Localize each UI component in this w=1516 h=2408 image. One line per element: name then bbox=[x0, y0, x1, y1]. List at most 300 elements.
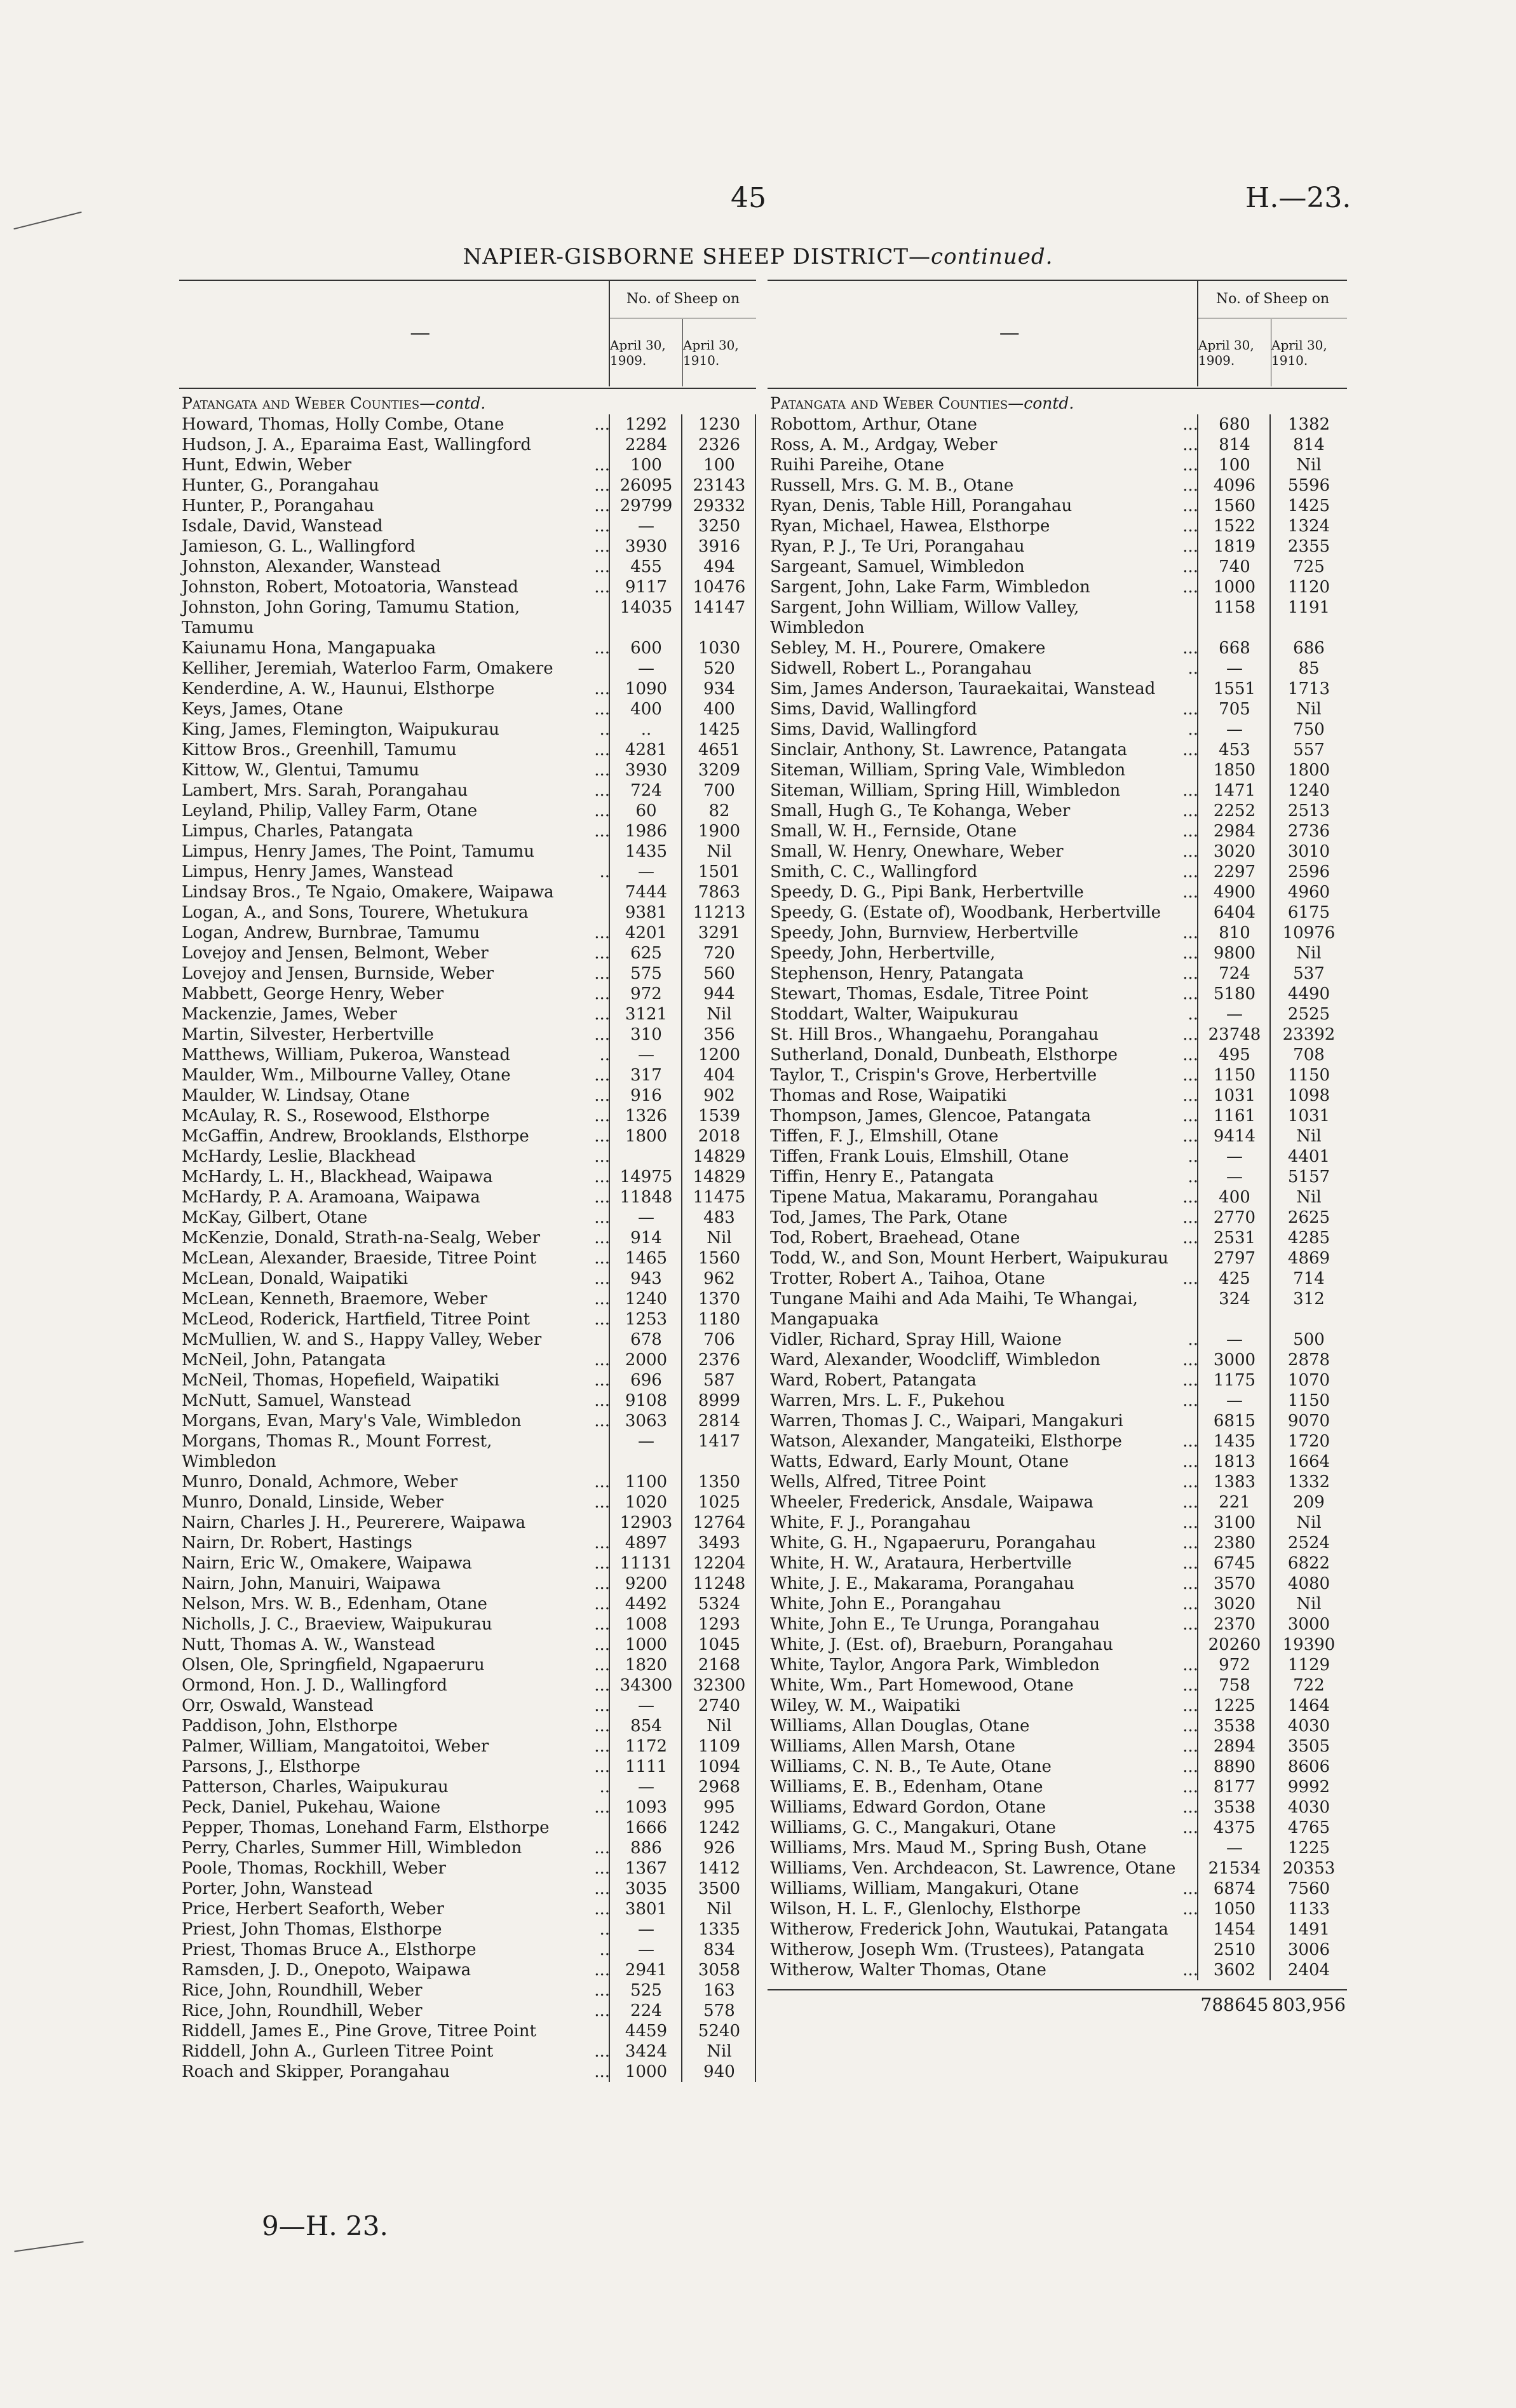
owner-name: Todd, W., and Son, Mount Herbert, Waipukurau bbox=[770, 1249, 1168, 1268]
leader-dots: ... bbox=[594, 1757, 610, 1776]
sheep-1910: 902 bbox=[703, 1086, 735, 1105]
sheep-1909: 1383 bbox=[1213, 1473, 1256, 1492]
sheep-1909: 2984 bbox=[1213, 822, 1256, 841]
table-row bbox=[179, 1472, 756, 1492]
table-row bbox=[768, 1289, 1347, 1330]
sheep-1910: 708 bbox=[1293, 1045, 1325, 1065]
table-row bbox=[768, 1065, 1347, 1085]
owner-name: Speedy, John, Herbertville, bbox=[770, 944, 996, 963]
sheep-1910: 7560 bbox=[1287, 1879, 1330, 1898]
sheep-1909: 2284 bbox=[625, 435, 668, 454]
owner-name: Johnston, Alexander, Wanstead bbox=[182, 557, 441, 576]
owner-name: Nutt, Thomas A. W., Wanstead bbox=[182, 1635, 435, 1654]
sheep-1910: 1070 bbox=[1287, 1371, 1330, 1390]
leader-dots: ... bbox=[1182, 557, 1198, 576]
sheep-1910: 12204 bbox=[693, 1554, 746, 1573]
owner-name: Watts, Edward, Early Mount, Otane bbox=[770, 1452, 1069, 1471]
total-row bbox=[768, 1989, 1347, 2015]
sheep-1910: 834 bbox=[703, 1940, 735, 1959]
leader-dots: ... bbox=[594, 1656, 610, 1675]
sheep-1909: 1820 bbox=[625, 1656, 668, 1675]
sheep-1909: 9117 bbox=[625, 578, 668, 597]
owner-name: Vidler, Richard, Spray Hill, Waione bbox=[770, 1330, 1062, 1349]
sheep-1910: 4490 bbox=[1287, 984, 1330, 1003]
leader-dots: ... bbox=[1182, 862, 1198, 881]
sheep-1909: 705 bbox=[1219, 700, 1250, 719]
table-row bbox=[179, 1533, 756, 1553]
owner-name: Matthews, William, Pukeroa, Wanstead bbox=[182, 1045, 511, 1065]
sheep-1910: 2404 bbox=[1287, 1961, 1330, 1980]
owner-name: Small, W. H., Fernside, Otane bbox=[770, 822, 1017, 841]
owner-name: Munro, Donald, Linside, Weber bbox=[182, 1493, 443, 1512]
sheep-1909: 4096 bbox=[1213, 476, 1256, 495]
leader-dots: ... bbox=[594, 2042, 610, 2061]
owner-name: McLean, Donald, Waipatiki bbox=[182, 1269, 409, 1288]
sheep-1909: 20260 bbox=[1208, 1635, 1261, 1654]
sheep-1910: 587 bbox=[703, 1371, 735, 1390]
sheep-1909: 2510 bbox=[1213, 1940, 1256, 1959]
sheep-1910: 20353 bbox=[1282, 1859, 1336, 1878]
leader-dots: ... bbox=[594, 1798, 610, 1817]
owner-name: Ormond, Hon. J. D., Wallingford bbox=[182, 1676, 447, 1695]
table-row bbox=[179, 577, 756, 597]
owner-name: Speedy, D. G., Pipi Bank, Herbertville bbox=[770, 883, 1084, 902]
leader-dots: ... bbox=[594, 1066, 610, 1085]
sheep-1910: 1382 bbox=[1287, 415, 1330, 434]
owner-name: Hunt, Edwin, Weber bbox=[182, 456, 352, 475]
leader-dots: ... bbox=[1182, 1127, 1198, 1146]
right-table-header bbox=[768, 280, 1347, 389]
left-divider-1909 bbox=[609, 414, 610, 2082]
leader-dots: ... bbox=[1182, 842, 1198, 861]
right-section-title: Patangata and Weber Counties bbox=[770, 394, 1008, 412]
leader-dots: ... bbox=[594, 476, 610, 495]
sheep-1910: 1133 bbox=[1287, 1900, 1330, 1919]
sheep-1910: 8606 bbox=[1287, 1757, 1330, 1776]
sheep-1909: 668 bbox=[1219, 639, 1250, 658]
sheep-1910: 5157 bbox=[1287, 1167, 1330, 1187]
table-row bbox=[768, 1655, 1347, 1675]
sheep-1910: 1150 bbox=[1287, 1391, 1330, 1410]
sheep-1909: 914 bbox=[630, 1228, 662, 1248]
table-row bbox=[179, 862, 756, 882]
owner-name: McMullien, W. and S., Happy Valley, Weber bbox=[182, 1330, 542, 1349]
sheep-1910: 8999 bbox=[698, 1391, 741, 1410]
sheep-1910: 32300 bbox=[693, 1676, 746, 1695]
owner-name: McKenzie, Donald, Strath-na-Sealg, Weber bbox=[182, 1228, 541, 1248]
owner-name: Williams, Allan Douglas, Otane bbox=[770, 1717, 1030, 1736]
sheep-1909: 1111 bbox=[625, 1757, 668, 1776]
table-row bbox=[179, 1736, 756, 1757]
leader-dots: ... bbox=[1182, 1534, 1198, 1553]
sheep-1909: — bbox=[638, 659, 654, 678]
owner-name: Tiffen, Frank Louis, Elmshill, Otane bbox=[770, 1147, 1069, 1166]
sheep-1910: 4869 bbox=[1287, 1249, 1330, 1268]
table-row bbox=[179, 1431, 756, 1472]
sheep-1910: 557 bbox=[1293, 740, 1325, 759]
table-row bbox=[768, 963, 1347, 984]
leader-dots: ... bbox=[1182, 1879, 1198, 1898]
owner-name: Parsons, J., Elsthorpe bbox=[182, 1757, 361, 1776]
table-row bbox=[179, 475, 756, 496]
sheep-1910: 1120 bbox=[1287, 578, 1330, 597]
owner-name: Kittow, W., Glentui, Tamumu bbox=[182, 761, 419, 780]
sheep-1909: 1522 bbox=[1213, 517, 1256, 536]
owner-name: Thomas and Rose, Waipatiki bbox=[770, 1086, 1007, 1105]
sheep-1910: 1332 bbox=[1287, 1473, 1330, 1492]
leader-dots: ... bbox=[1182, 496, 1198, 515]
owner-name: Tipene Matua, Makaramu, Porangahau bbox=[770, 1188, 1099, 1207]
leader-dots: ... bbox=[594, 801, 610, 820]
table-row bbox=[768, 862, 1347, 882]
owner-name: White, J. E., Makarama, Porangahau bbox=[770, 1574, 1074, 1593]
sheep-1909: 810 bbox=[1219, 923, 1250, 942]
table-row bbox=[768, 1696, 1347, 1716]
owner-name: Sargent, John William, Willow Valley, Wimbledon bbox=[770, 598, 1079, 637]
table-row bbox=[179, 658, 756, 679]
leader-dots: ... bbox=[594, 1574, 610, 1593]
page-number: 45 bbox=[731, 182, 766, 214]
leader-dots: ... bbox=[594, 1900, 610, 1919]
sheep-1909: 6874 bbox=[1213, 1879, 1256, 1898]
left-header-group-title: No. of Sheep on bbox=[610, 281, 756, 318]
leader-dots: ... bbox=[594, 415, 610, 434]
sheep-1910: 1045 bbox=[698, 1635, 741, 1654]
table-row bbox=[179, 902, 756, 923]
sheep-1910: 1324 bbox=[1287, 517, 1330, 536]
leader-dots: .. bbox=[599, 1045, 610, 1065]
sheep-1910: 1225 bbox=[1287, 1839, 1330, 1858]
owner-name: Stewart, Thomas, Esdale, Titree Point bbox=[770, 984, 1088, 1003]
sheep-1909: 3538 bbox=[1213, 1798, 1256, 1817]
table-row bbox=[179, 1980, 756, 2001]
left-divider-end bbox=[755, 414, 756, 2082]
sheep-1910: 3250 bbox=[698, 517, 741, 536]
owner-name: Mackenzie, James, Weber bbox=[182, 1005, 397, 1024]
leader-dots: ... bbox=[594, 761, 610, 780]
table-row bbox=[179, 699, 756, 719]
owner-name: McHardy, Leslie, Blackhead bbox=[182, 1147, 416, 1166]
owner-name: Sebley, M. H., Pourere, Omakere bbox=[770, 639, 1046, 658]
leader-dots: ... bbox=[1182, 1086, 1198, 1105]
leader-dots: .. bbox=[1188, 1005, 1198, 1024]
sheep-1910: 2513 bbox=[1287, 801, 1330, 820]
sheep-1910: 1464 bbox=[1287, 1696, 1330, 1715]
table-row bbox=[179, 1167, 756, 1187]
table-row bbox=[179, 597, 756, 638]
sheep-1910: 725 bbox=[1293, 557, 1325, 576]
owner-name: Wheeler, Frederick, Ansdale, Waipawa bbox=[770, 1493, 1093, 1512]
sheep-1910: 2326 bbox=[698, 435, 741, 454]
sheep-1909: 1819 bbox=[1213, 537, 1256, 556]
owner-name: Isdale, David, Wanstead bbox=[182, 517, 383, 536]
owner-name: Thompson, James, Glencoe, Patangata bbox=[770, 1106, 1092, 1126]
owner-name: Orr, Oswald, Wanstead bbox=[182, 1696, 374, 1715]
table-row bbox=[768, 902, 1347, 923]
leader-dots: ... bbox=[594, 1025, 610, 1044]
sheep-1910: 1240 bbox=[1287, 781, 1330, 800]
table-row bbox=[768, 1492, 1347, 1513]
owner-name: Maulder, W. Lindsay, Otane bbox=[182, 1086, 410, 1105]
leader-dots: ... bbox=[1182, 822, 1198, 841]
sheep-1910: 3000 bbox=[1287, 1615, 1330, 1634]
owner-name: Nairn, John, Manuiri, Waipawa bbox=[182, 1574, 441, 1593]
sheep-1910: 3500 bbox=[698, 1879, 741, 1898]
owner-name: Keys, James, Otane bbox=[182, 700, 343, 719]
leader-dots: ... bbox=[1182, 1737, 1198, 1756]
owner-name: McNutt, Samuel, Wanstead bbox=[182, 1391, 412, 1410]
left-section-title: Patangata and Weber Counties bbox=[182, 394, 420, 412]
owner-name: Siteman, William, Spring Vale, Wimbledon bbox=[770, 761, 1126, 780]
sheep-1909: 8177 bbox=[1213, 1778, 1256, 1797]
leader-dots: ... bbox=[1182, 1432, 1198, 1451]
sheep-1909: 2252 bbox=[1213, 801, 1256, 820]
owner-name: Nicholls, J. C., Braeview, Waipukurau bbox=[182, 1615, 492, 1634]
leader-dots: ... bbox=[1182, 1391, 1198, 1410]
sheep-1910: 14829 bbox=[693, 1147, 746, 1166]
sheep-1909: 4201 bbox=[625, 923, 668, 942]
owner-name: White, John E., Porangahau bbox=[770, 1595, 1001, 1614]
sheep-1910: 4030 bbox=[1287, 1717, 1330, 1736]
sheep-1909: 916 bbox=[630, 1086, 662, 1105]
leader-dots: ... bbox=[594, 964, 610, 983]
leader-dots: .. bbox=[1188, 659, 1198, 678]
owner-name: Logan, A., and Sons, Tourere, Whetukura bbox=[182, 903, 529, 922]
owner-name: McGaffin, Andrew, Brooklands, Elsthorpe bbox=[182, 1127, 529, 1146]
table-row bbox=[179, 414, 756, 435]
sheep-1909: 2297 bbox=[1213, 862, 1256, 881]
owner-name: White, Taylor, Angora Park, Wimbledon bbox=[770, 1656, 1100, 1675]
leader-dots: ... bbox=[1182, 964, 1198, 983]
sheep-1910: 1293 bbox=[698, 1615, 741, 1634]
sheep-1910: 14147 bbox=[693, 598, 746, 617]
leader-dots: ... bbox=[594, 1086, 610, 1105]
table-row bbox=[179, 1553, 756, 1574]
sheep-1910: 1417 bbox=[698, 1432, 741, 1451]
sheep-1910: Nil bbox=[707, 1005, 732, 1024]
sheep-1910: 1180 bbox=[698, 1310, 741, 1329]
sheep-1910: 2625 bbox=[1287, 1208, 1330, 1227]
sheep-1910: 700 bbox=[703, 781, 735, 800]
leader-dots: ... bbox=[594, 1676, 610, 1695]
owner-name: Sim, James Anderson, Tauraekaitai, Wanstead bbox=[770, 679, 1156, 698]
owner-name: Tungane Maihi and Ada Maihi, Te Whangai, Mangapuaka bbox=[770, 1289, 1138, 1329]
sheep-1909: 678 bbox=[630, 1330, 662, 1349]
table-row bbox=[179, 1370, 756, 1391]
sheep-1910: 1031 bbox=[1287, 1106, 1330, 1126]
owner-name: McAulay, R. S., Rosewood, Elsthorpe bbox=[182, 1106, 490, 1126]
owner-name: Williams, C. N. B., Te Aute, Otane bbox=[770, 1757, 1052, 1776]
owner-name: Sinclair, Anthony, St. Lawrence, Patangata bbox=[770, 740, 1128, 759]
table-row bbox=[179, 1818, 756, 1838]
sheep-1910: 1900 bbox=[698, 822, 741, 841]
owner-name: Kaiunamu Hona, Mangapuaka bbox=[182, 639, 437, 658]
table-row bbox=[768, 658, 1347, 679]
owner-name: Tod, Robert, Braehead, Otane bbox=[770, 1228, 1020, 1248]
owner-name: Smith, C. C., Wallingford bbox=[770, 862, 978, 881]
right-divider-1910 bbox=[1269, 414, 1271, 1980]
leader-dots: ... bbox=[594, 700, 610, 719]
table-row bbox=[768, 1533, 1347, 1553]
table-row bbox=[768, 1635, 1347, 1655]
owner-name: Lovejoy and Jensen, Belmont, Weber bbox=[182, 944, 489, 963]
sheep-1909: 455 bbox=[630, 557, 662, 576]
leader-dots: .. bbox=[599, 720, 610, 739]
table-row bbox=[179, 1757, 756, 1777]
sheep-1910: 483 bbox=[703, 1208, 735, 1227]
sheep-1910: 1560 bbox=[698, 1249, 741, 1268]
left-column bbox=[179, 280, 756, 2082]
sheep-1909: 1020 bbox=[625, 1493, 668, 1512]
sheep-1909: 724 bbox=[1219, 964, 1250, 983]
right-header-group-title: No. of Sheep on bbox=[1198, 281, 1347, 318]
sheep-1909: 943 bbox=[630, 1269, 662, 1288]
sheep-1910: Nil bbox=[1296, 456, 1322, 475]
table-row bbox=[768, 1736, 1347, 1757]
sheep-1910: 100 bbox=[703, 456, 735, 475]
leader-dots: ... bbox=[594, 557, 610, 576]
table-row bbox=[768, 801, 1347, 821]
table-row bbox=[768, 1431, 1347, 1452]
owner-name: Witherow, Walter Thomas, Otane bbox=[770, 1961, 1046, 1980]
leader-dots: ... bbox=[1182, 1798, 1198, 1817]
leader-dots: ... bbox=[1182, 639, 1198, 658]
table-row bbox=[179, 1248, 756, 1269]
sheep-1910: 356 bbox=[703, 1025, 735, 1044]
leader-dots: ... bbox=[1182, 517, 1198, 536]
sheep-1910: 6822 bbox=[1287, 1554, 1330, 1573]
owner-name: McNeil, Thomas, Hopefield, Waipatiki bbox=[182, 1371, 500, 1390]
sheep-1910: 3058 bbox=[698, 1961, 741, 1980]
table-row bbox=[179, 1004, 756, 1024]
owner-name: White, F. J., Porangahau bbox=[770, 1513, 971, 1532]
sheep-1910: 85 bbox=[1298, 659, 1320, 678]
district-title-suffix: continued. bbox=[931, 244, 1053, 269]
sheep-1910: 3493 bbox=[698, 1534, 741, 1553]
sheep-1909: 1666 bbox=[625, 1818, 668, 1837]
owner-name: Warren, Thomas J. C., Waipari, Mangakuri bbox=[770, 1411, 1123, 1431]
sheep-1909: — bbox=[1226, 1330, 1243, 1349]
table-row bbox=[768, 1330, 1347, 1350]
sheep-1909: 1850 bbox=[1213, 761, 1256, 780]
table-row bbox=[768, 1391, 1347, 1411]
table-row bbox=[179, 1024, 756, 1045]
owner-name: Sutherland, Donald, Dunbeath, Elsthorpe bbox=[770, 1045, 1118, 1065]
sheep-1910: 934 bbox=[703, 679, 735, 698]
table-row bbox=[768, 1757, 1347, 1777]
sheep-1910: 10476 bbox=[693, 578, 746, 597]
owner-name: Speedy, John, Burnview, Herbertville bbox=[770, 923, 1079, 942]
leader-dots: ... bbox=[1182, 1696, 1198, 1715]
owner-name: Peck, Daniel, Pukehau, Waione bbox=[182, 1798, 441, 1817]
owner-name: Riddell, John A., Gurleen Titree Point bbox=[182, 2042, 494, 2061]
sheep-1909: 2531 bbox=[1213, 1228, 1256, 1248]
sheep-1910: 23392 bbox=[1282, 1025, 1336, 1044]
table-row bbox=[768, 1513, 1347, 1533]
table-row bbox=[768, 1472, 1347, 1492]
table-row bbox=[179, 1594, 756, 1614]
table-row bbox=[768, 1919, 1347, 1940]
sheep-1909: 2000 bbox=[625, 1350, 668, 1370]
table-row bbox=[768, 1777, 1347, 1797]
leader-dots: ... bbox=[594, 1289, 610, 1309]
table-row bbox=[179, 821, 756, 841]
sheep-1909: 1008 bbox=[625, 1615, 668, 1634]
owner-name: Witherow, Joseph Wm. (Trustees), Patangata bbox=[770, 1940, 1145, 1959]
sheep-1910: 1539 bbox=[698, 1106, 741, 1126]
sheep-1909: 1175 bbox=[1213, 1371, 1256, 1390]
sheep-1909: — bbox=[638, 1208, 654, 1227]
table-row bbox=[179, 2041, 756, 2062]
sheep-1909: 1225 bbox=[1213, 1696, 1256, 1715]
sheep-1910: Nil bbox=[1296, 1513, 1322, 1532]
table-row bbox=[179, 435, 756, 455]
leader-dots: ... bbox=[594, 822, 610, 841]
sheep-1909: 11131 bbox=[619, 1554, 673, 1573]
owner-name: White, G. H., Ngapaeruru, Porangahau bbox=[770, 1534, 1097, 1553]
leader-dots: ... bbox=[594, 1188, 610, 1207]
sheep-1909: 3424 bbox=[625, 2042, 668, 2061]
table-row bbox=[768, 435, 1347, 455]
table-row bbox=[768, 557, 1347, 577]
table-row bbox=[768, 1045, 1347, 1065]
table-row bbox=[768, 760, 1347, 780]
sheep-1910: 1150 bbox=[1287, 1066, 1330, 1085]
leader-dots: ... bbox=[1182, 1778, 1198, 1797]
sheep-1909: 2941 bbox=[625, 1961, 668, 1980]
sheep-1909: 3801 bbox=[625, 1900, 668, 1919]
leader-dots: ... bbox=[1182, 944, 1198, 963]
sheep-1909: 2370 bbox=[1213, 1615, 1256, 1634]
leader-dots: ... bbox=[594, 1106, 610, 1126]
owner-name: McHardy, P. A. Aramoana, Waipawa bbox=[182, 1188, 480, 1207]
table-row bbox=[768, 597, 1347, 638]
sheep-1909: — bbox=[1226, 659, 1243, 678]
sheep-1909: 724 bbox=[630, 781, 662, 800]
sheep-1910: 4030 bbox=[1287, 1798, 1330, 1817]
owner-name: Robottom, Arthur, Otane bbox=[770, 415, 977, 434]
sheep-1909: 3930 bbox=[625, 537, 668, 556]
table-row bbox=[179, 1492, 756, 1513]
sheep-1909: 14975 bbox=[619, 1167, 673, 1187]
owner-name: Ryan, Michael, Hawea, Elsthorpe bbox=[770, 517, 1050, 536]
sheep-1909: 1150 bbox=[1213, 1066, 1256, 1085]
leader-dots: ... bbox=[1182, 1208, 1198, 1227]
sheep-1910: 1200 bbox=[698, 1045, 741, 1065]
owner-name: Wells, Alfred, Titree Point bbox=[770, 1473, 986, 1492]
owner-name: White, John E., Te Urunga, Porangahau bbox=[770, 1615, 1100, 1634]
sheep-1909: — bbox=[1226, 1167, 1243, 1187]
sheep-1910: 940 bbox=[703, 2062, 735, 2081]
sheep-1909: — bbox=[638, 517, 654, 536]
leader-dots: ... bbox=[1182, 1493, 1198, 1512]
left-section-heading bbox=[179, 389, 756, 414]
leader-dots: ... bbox=[594, 1595, 610, 1614]
leader-dots: ... bbox=[1182, 1228, 1198, 1248]
sheep-1909: 6745 bbox=[1213, 1554, 1256, 1573]
table-row bbox=[179, 1696, 756, 1716]
sheep-1909: 310 bbox=[630, 1025, 662, 1044]
sheep-1909: 453 bbox=[1219, 740, 1250, 759]
sheep-1909: 972 bbox=[1219, 1656, 1250, 1675]
sheep-1910: 560 bbox=[703, 964, 735, 983]
sheep-1910: 2740 bbox=[698, 1696, 741, 1715]
sheep-1910: 1129 bbox=[1287, 1656, 1330, 1675]
table-row bbox=[768, 984, 1347, 1004]
leader-dots: ... bbox=[594, 1310, 610, 1329]
leader-dots: ... bbox=[1182, 537, 1198, 556]
leader-dots: ... bbox=[594, 1737, 610, 1756]
